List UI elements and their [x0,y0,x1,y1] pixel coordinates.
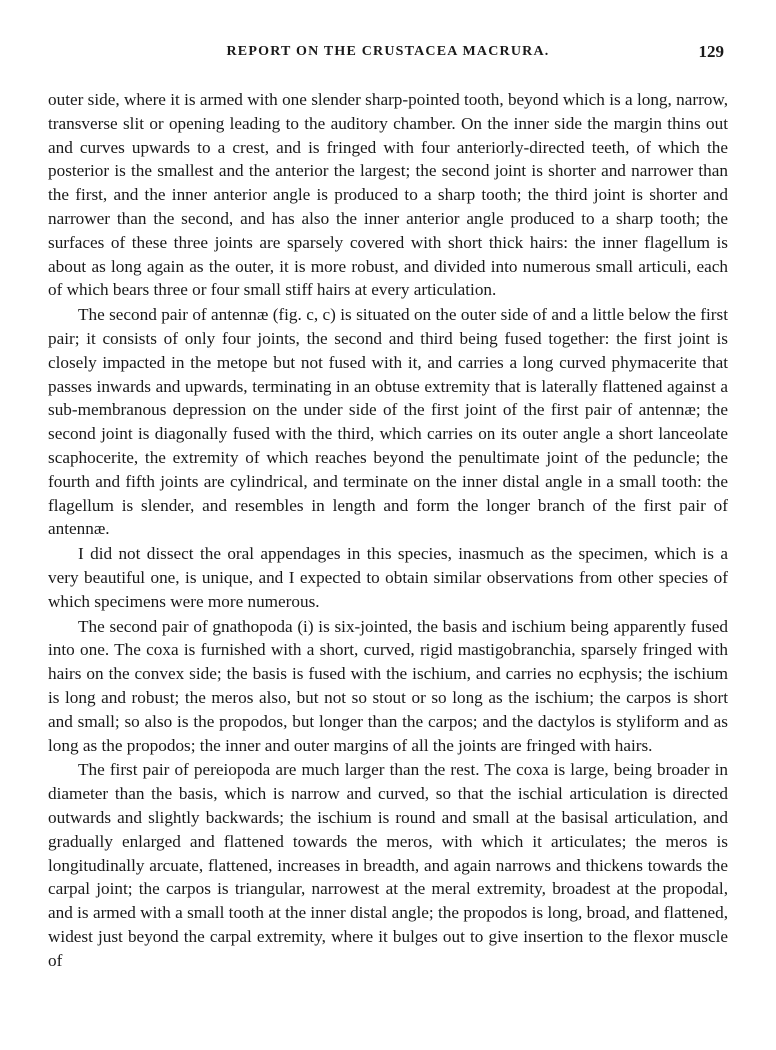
paragraph-continuation: outer side, where it is armed with one slender sharp-pointed tooth, beyond which is a long, narrow, transverse slit or opening leading to the auditory chamber. On the inner side the margin thins out and curves upwards to a crest, and is fringed with four anteriorly-directed teeth, of which the posterior is the smallest and the anterior the largest; the second joint is shorter and narrower than the first, and the inner anterior angle is produced to a sharp tooth; the third joint is shorter and narrower than the second, and has also the inner anterior angle produced to a sharp tooth; the surfaces of these three joints are sparsely covered with short thick hairs: the inner flagellum is about as long again as the outer, it is more robust, and divided into numerous small articuli, each of which bears three or four small stiff hairs at every articulation. [48,90,728,300]
body-text [48,88,728,973]
running-head [48,44,728,66]
paragraph-pereiopoda: The first pair of pereiopoda are much larger than the rest. The coxa is large, being broader in diameter than the basis, which is narrow and curved, so that the ischial articulation is directed outwards and slightly backwards; the ischium is round and small at the basisal articulation, and gradually enlarged and flattened towards the meros, with which it articulates; the meros is longitudinally arcuate, flattened, increases in breadth, and again narrows and thickens towards the carpal joint; the carpos is triangular, narrowest at the meral extremity, broadest at the propodal, and is armed with a small tooth at the inner distal angle; the propodos is long, broad, and flattened, widest just beyond the carpal extremity, where it bulges out to give insertion to the flexor muscle of [48,760,728,970]
page-number: 129 [698,42,724,61]
paragraph-oral-appendages: I did not dissect the oral appendages in this species, inasmuch as the specimen, which is a very beautiful one, is unique, and I expected to obtain similar observations from other species of which specimens were more numerous. [48,544,728,611]
running-title: REPORT ON THE CRUSTACEA MACRURA. [226,44,550,59]
paragraph-second-antennae: The second pair of antennæ (fig. c, c) is situated on the outer side of and a little below the first pair; it consists of only four joints, the second and third being fused together: the first joint is closely impacted in the metope but not fused with it, and carries a long curved phymacerite that passes inwards and upwards, terminating in an obtuse extremity that is laterally flattened against a sub-membranous depression on the under side of the first joint of the first pair of antennæ; the second joint is diagonally fused with the third, which carries on its outer angle a short lanceolate scaphocerite, the extremity of which reaches beyond the penultimate joint of the peduncle; the fourth and fifth joints are cylindrical, and terminate on the inner distal angle in a small tooth: the flagellum is slender, and resembles in length and form the longer branch of the first pair of antennæ. [48,305,728,539]
paragraph-gnathopoda: The second pair of gnathopoda (i) is six-jointed, the basis and ischium being apparently fused into one. The coxa is furnished with a short, curved, rigid mastigobranchia, sparsely fringed with hairs on the convex side; the basis is fused with the ischium, and carries no ecphysis; the ischium is long and robust; the meros also, but not so stout or so long as the ischium; the carpos is short and small; so also is the propodos, but longer than the carpos; and the dactylos is styliform and as long as the propodos; the inner and outer margins of all the joints are fringed with hairs. [48,616,728,755]
